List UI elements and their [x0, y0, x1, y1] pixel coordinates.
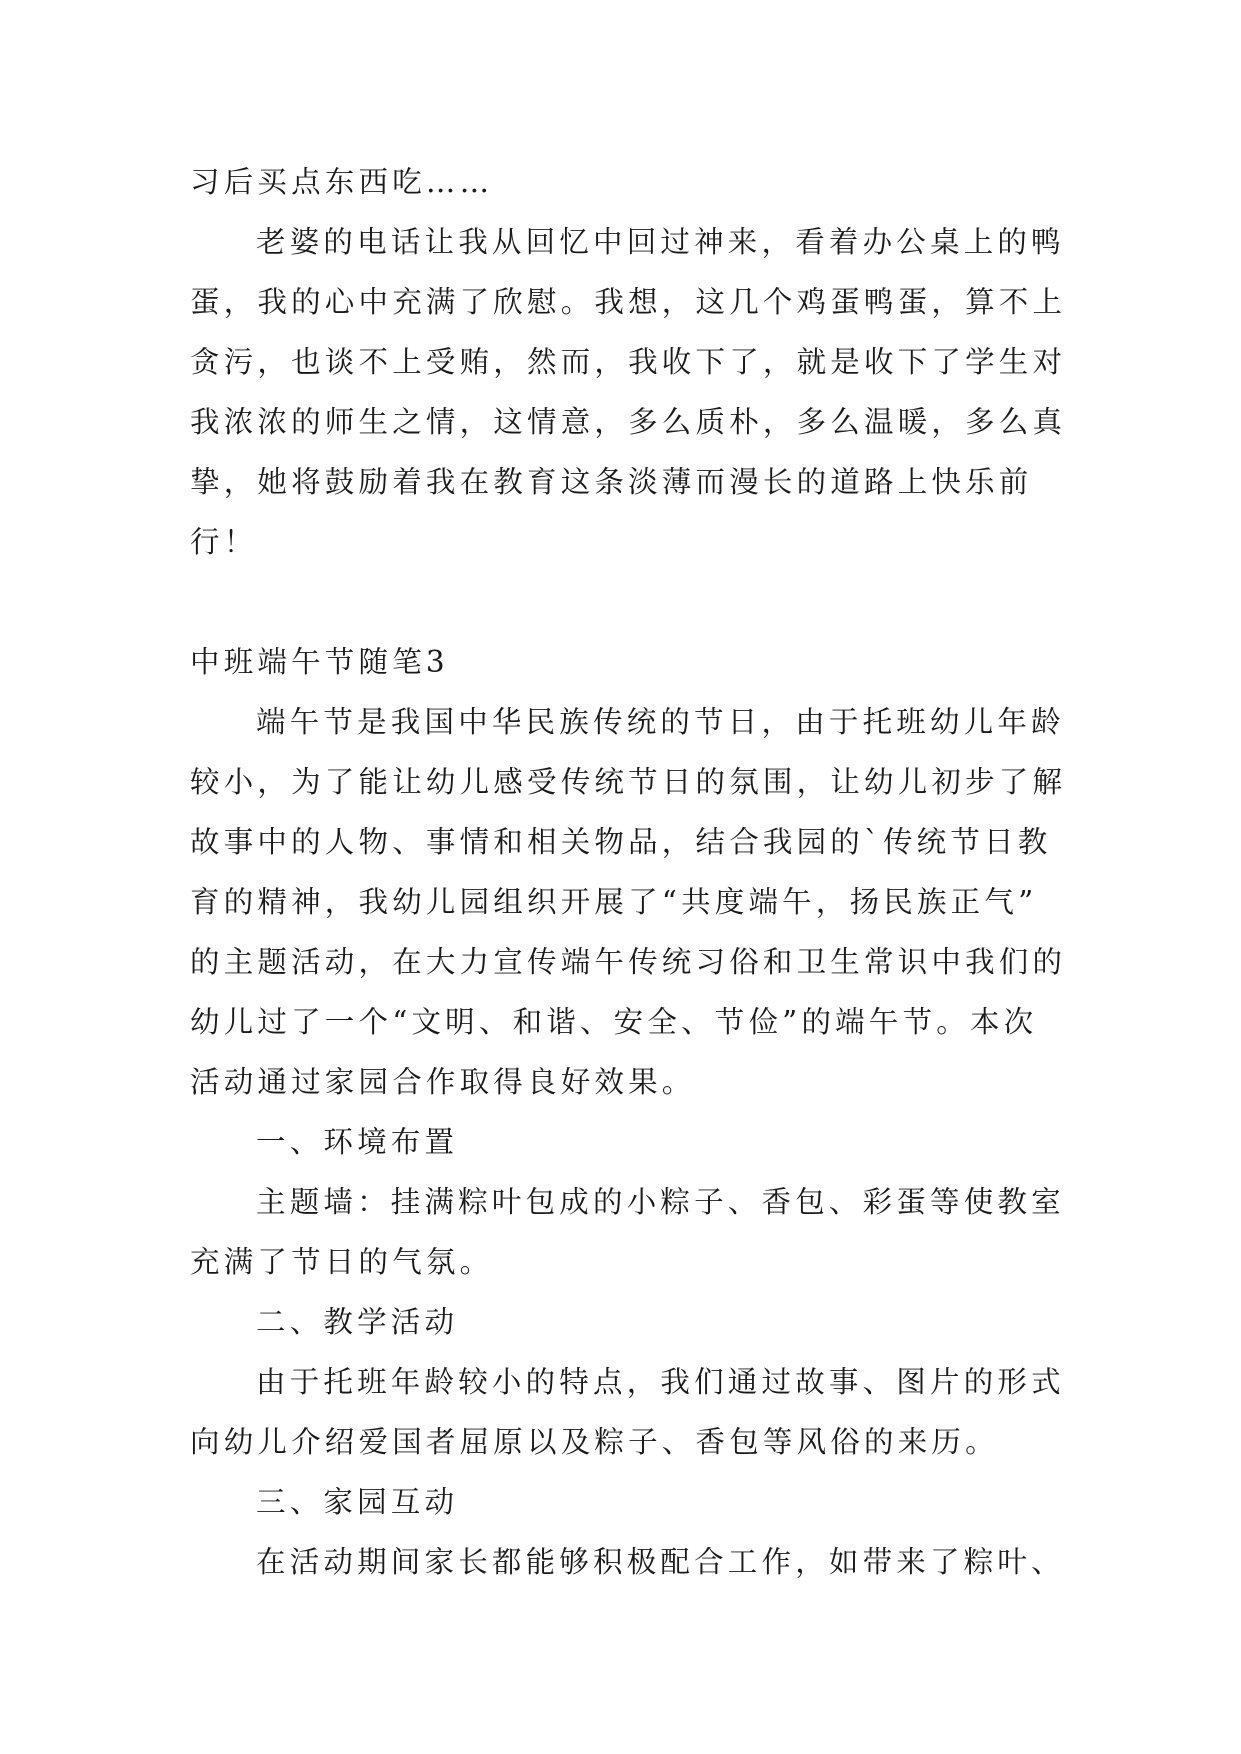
paragraph-line: 主题墙：挂满粽叶包成的小粽子、香包、彩蛋等使教室 — [256, 1185, 1065, 1219]
paragraph-line: 较小，为了能让幼儿感受传统节日的氛围，让幼儿初步了解 — [190, 765, 1067, 799]
paragraph-line: 向幼儿介绍爱国者屈原以及粽子、香包等风俗的来历。 — [190, 1425, 999, 1459]
document-body — [190, 152, 1067, 1592]
paragraph-line: 挚，她将鼓励着我在教育这条淡薄而漫长的道路上快乐前 — [190, 465, 1033, 499]
paragraph-line: 我浓浓的师生之情，这情意，多么质朴，多么温暖，多么真 — [190, 405, 1067, 439]
paragraph-line: 行！ — [190, 525, 258, 559]
section-title: 中班端午节随笔3 — [190, 645, 449, 679]
paragraph-line: 幼儿过了一个“文明、和谐、安全、节俭”的端午节。本次 — [190, 1005, 1038, 1039]
paragraph-line: 在活动期间家长都能够积极配合工作，如带来了粽叶、 — [256, 1545, 1065, 1579]
paragraph-line: 的主题活动，在大力宣传端午传统习俗和卫生常识中我们的 — [190, 945, 1067, 979]
paragraph-line: 端午节是我国中华民族传统的节日，由于托班幼儿年龄 — [256, 705, 1065, 739]
paragraph-line: 蛋，我的心中充满了欣慰。我想，这几个鸡蛋鸭蛋，算不上 — [190, 285, 1067, 319]
subheading: 二、教学活动 — [256, 1305, 459, 1339]
paragraph-line: 育的精神，我幼儿园组织开展了“共度端午，扬民族正气” — [190, 885, 1038, 919]
paragraph-line: 由于托班年龄较小的特点，我们通过故事、图片的形式 — [256, 1365, 1065, 1399]
paragraph-line: 充满了节日的气氛。 — [190, 1245, 494, 1279]
paragraph-line: 贪污，也谈不上受贿，然而，我收下了，就是收下了学生对 — [190, 345, 1067, 379]
section-spacer — [190, 572, 1052, 632]
paragraph-line: 习后买点东西吃…… — [190, 165, 494, 199]
subheading: 一、环境布置 — [256, 1125, 459, 1159]
paragraph-line: 故事中的人物、事情和相关物品，结合我园的`传统节日教 — [190, 825, 1052, 859]
paragraph-line: 老婆的电话让我从回忆中回过神来，看着办公桌上的鸭 — [256, 225, 1065, 259]
subheading: 三、家园互动 — [256, 1485, 459, 1519]
paragraph-line: 活动通过家园合作取得良好效果。 — [190, 1065, 696, 1099]
